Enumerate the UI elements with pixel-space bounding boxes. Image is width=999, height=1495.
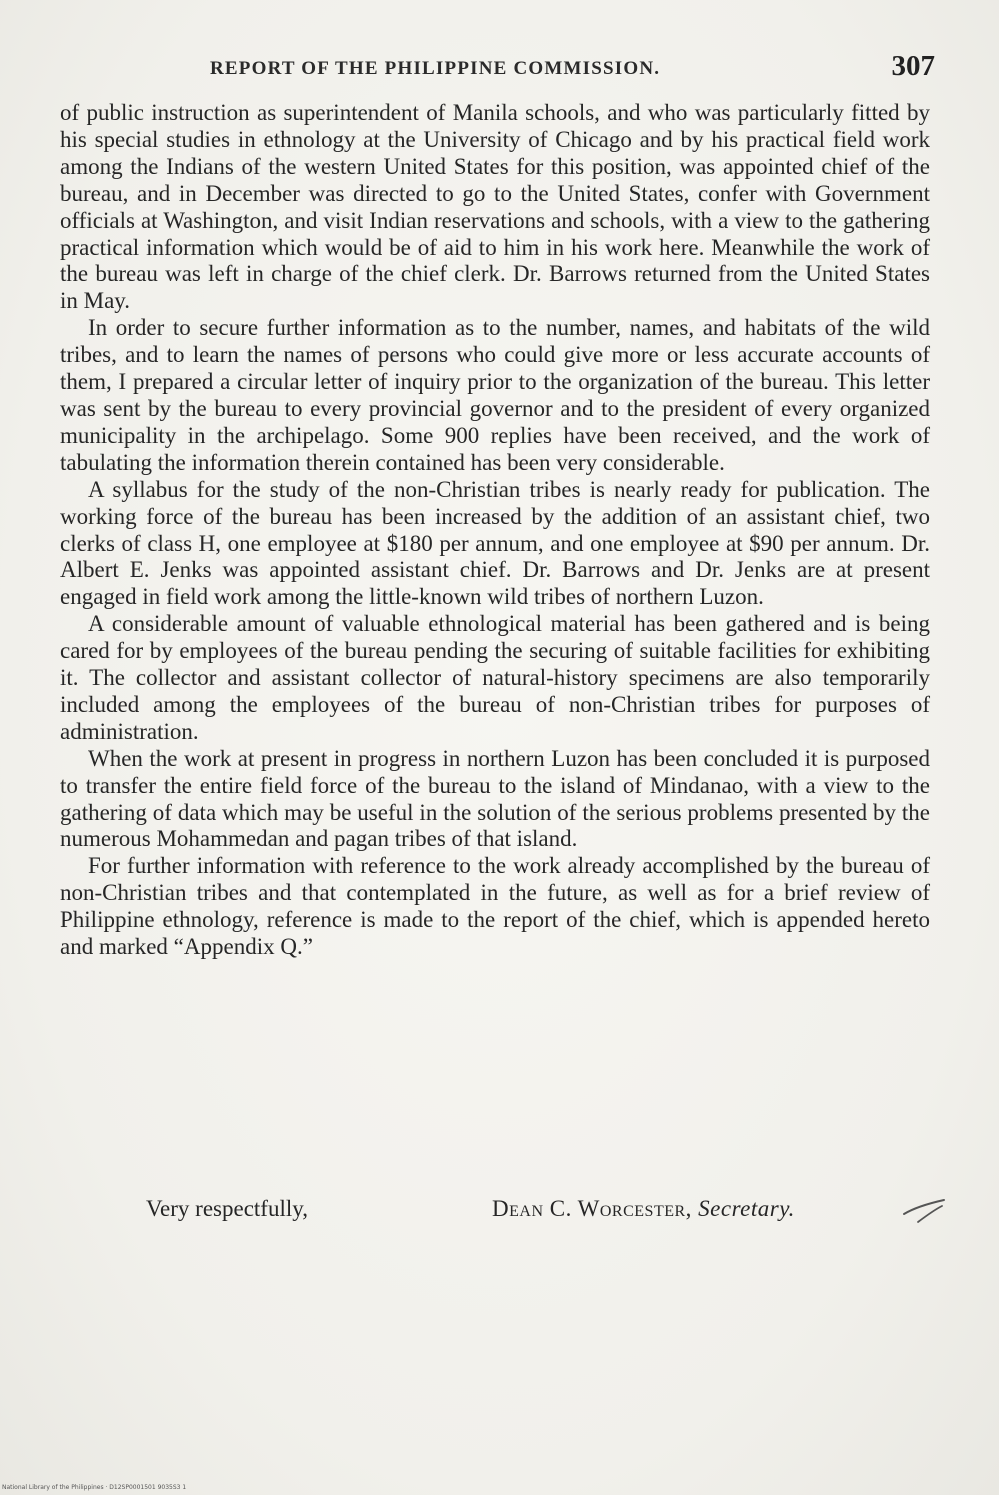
signature-block: [492, 1196, 795, 1222]
running-title: REPORT OF THE PHILIPPINE COMMISSION.: [210, 58, 661, 79]
paragraph-2: In order to secure further information as to the number, names, and habitats of the wild tribes, and to learn the names of persons who could give more or less accurate accounts of them, I prepared a circular letter of inquiry prior to the organization of the bureau. This letter was sent by the bureau to every provincial governor and to the president of every organized municipality in the archipelago. Some 900 replies have been received, and the work of tabulating the information therein contained has been very considerable.: [60, 315, 930, 475]
paragraph-6: For further information with reference to the work already accomplished by the bureau of non-Christian tribes and that contemplated in the future, as well as for a brief review of Philippine ethnology, reference is made to the report of the chief, which is appended hereto and marked “Appendix Q.”: [60, 853, 930, 960]
scan-credit: National Library of the Philippines · D12SP0001501 9035S3 1: [2, 1484, 187, 1491]
letter-closing: [60, 1196, 950, 1228]
signer-title: Secretary.: [698, 1196, 795, 1221]
paragraph-4: A considerable amount of valuable ethnological material has been gathered and is being cared for by employees of the bureau pending the securing of suitable facilities for exhibiting it. The collector and assistant collector of natural-history specimens are also temporarily included among the employees of the bureau of non-Christian tribes for purposes of administration.: [60, 611, 930, 744]
page-number: 307: [891, 50, 935, 82]
paragraph-3: A syllabus for the study of the non-Christian tribes is nearly ready for publication. The working force of the bureau has been increased by the addition of an assistant chief, two clerks of class H, one employee at $180 per annum, and one employee at $90 per annum. Dr. Albert E. Jenks was appointed assistant chief. Dr. Barrows and Dr. Jenks are at present engaged in field work among the little-known wild tribes of northern Luzon.: [60, 476, 930, 610]
pen-mark-icon: [900, 1196, 950, 1226]
paragraph-5: When the work at present in progress in northern Luzon has been concluded it is purposed to transfer the entire field force of the bureau to the island of Mindanao, with a view to the gathering of data which may be useful in the solution of the serious problems presented by the numerous Mohammedan and pagan tribes of that island.: [60, 745, 930, 852]
signer-name: Dean C. Worcester,: [492, 1196, 692, 1221]
paragraph-1: of public instruction as superintendent of Manila schools, and who was particularly fitted by his special studies in ethnology at the University of Chicago and by his practical field work among the Indians of the western United States for this position, was appointed chief of the bureau, and in December was directed to go to the United States, confer with Government officials at Washington, and visit Indian reservations and schools, with a view to the gathering practical information which would be of aid to him in his work here. Meanwhile the work of the bureau was left in charge of the chief clerk. Dr. Barrows returned from the United States in May.: [60, 100, 930, 314]
salutation: Very respectfully,: [146, 1196, 308, 1221]
page-header: [60, 48, 935, 88]
report-body: [60, 100, 930, 961]
